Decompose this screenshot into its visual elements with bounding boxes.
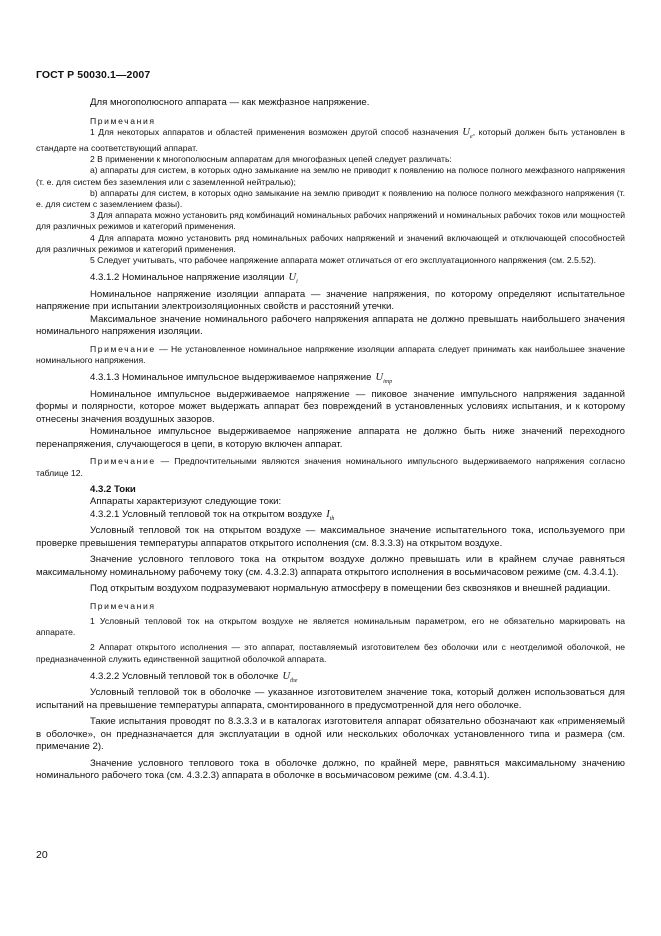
paragraph-insulation-voltage: Номинальное напряжение изоляции аппарата — значение напряжения, по которому определяют испытательное напряжение при испытании электроизоляционных свойств и расстояний утечки. [36, 288, 625, 313]
paragraph-impulse-overvoltage: Номинальное импульсное выдерживаемое напряжение аппарата не должно быть ниже значений переходного перенапряжения, случающегося в цепи, в которую включен аппарат. [36, 426, 625, 450]
paragraph-thermal-current: Условный тепловой ток на открытом воздухе — максимальное значение испытательного тока, используемого при проверке превышения температуры аппаратов открытого исполнения (см. 8.3.3.3) на открытом воздухе. [36, 525, 625, 549]
symbol-uthe: $U_{the}$ [282, 670, 298, 684]
notes-title: Примечания [90, 600, 156, 611]
note-2: 2 В применении к многополюсным аппаратам для многофазных цепей следует различать: [90, 154, 452, 165]
paragraph-max-operating-voltage: Максимальное значение номинального рабочего напряжения аппарата не должно превышать наибольшего значения номинального напряжения изоляции. [36, 313, 625, 338]
paragraph-currents-intro: Аппараты характеризуют следующие токи: [90, 496, 282, 508]
note-2a: а) аппараты для систем, в которых одно замыкание на землю не приводит к появлению на полюсе полного межфазного напряжения (т. е. для систем без заземления или с заземленной нейтралью); [36, 165, 625, 187]
heading-4-3-2: 4.3.2 Токи [90, 483, 136, 495]
note-impulse: Примечание — Предпочтительными являются значения номинального импульсного выдерживаемого напряжения согласно таблице 12. [36, 456, 625, 478]
document-body [36, 97, 625, 783]
note-2b: b) аппараты для систем, в которых одно замыкание на землю приводит к появлению на полюсе полного межфазного напряжения (т. е. для систем с заземлением фазы). [36, 187, 625, 210]
note-insulation: Примечание — Не установленное номинальное напряжение изоляции аппарата следует принимать как наибольшее значение номинального напряжения. [36, 343, 625, 366]
paragraph-open-air: Под открытым воздухом подразумевают нормальную атмосферу в помещении без сквозняков и внешней радиации. [90, 583, 611, 595]
heading-4-3-2-1: 4.3.2.1 Условный тепловой ток на открытом воздухе $I_{th}$ [90, 508, 335, 522]
note-thermal-1: 1 Условный тепловой ток на открытом воздухе не является номинальным параметром, его не обязательно маркировать на аппарате. [36, 616, 625, 638]
note-thermal-2: 2 Аппарат открытого исполнения — это аппарат, поставляемый изготовителем без оболочки или с неотделимой оболочкой, не предназначенной служить единственной защитной оболочкой аппарата. [36, 642, 625, 664]
notes-title: Примечания [90, 115, 156, 126]
note-5: 5 Следует учитывать, что рабочее напряжение аппарата может отличаться от его эксплуатационного напряжения (см. 2.5.52). [90, 255, 596, 266]
symbol-ue: $U_e$ [462, 126, 473, 140]
paragraph-multipole: Для многополюсного аппарата — как межфазное напряжение. [90, 97, 370, 108]
note-1 [36, 127, 625, 155]
note-4: 4 Для аппарата можно установить ряд номинальных рабочих напряжений и значений включающей и отключающей способностей для различных режимов и категорий применения. [36, 232, 625, 254]
heading-4-3-2-2: 4.3.2.2 Условный тепловой ток в оболочке $U_{the}$ [90, 670, 298, 684]
paragraph-enclosed-current: Условный тепловой ток в оболочке — указанное изготовителем значение тока, который должен использоваться для испытаний на превышение температуры аппарата, смонтированного в предусмотренной для него оболочке. [36, 687, 625, 711]
paragraph-thermal-current-value: Значение условного теплового тока на открытом воздухе должно превышать или в крайнем случае равняться максимальному номинальному рабочему току (см. 4.3.2.3) аппарата открытого исполнения в восьмичасовом режиме (см. 4.3.4.1). [36, 554, 625, 578]
note-3: 3 Для аппарата можно установить ряд комбинаций номинальных рабочих напряжений и номинальных рабочих токов или мощностей для различных режимов и категорий применения. [36, 210, 625, 232]
symbol-uimp: $U_{imp}$ [375, 372, 393, 386]
paragraph-enclosed-value: Значение условного теплового тока в оболочке должно, по крайней мере, равняться максимальному значению номинального рабочего тока (см. 4.3.2.3) аппарата в оболочке в восьмичасовом режиме (см. 4.3.4.1). [36, 757, 625, 782]
paragraph-enclosed-tests: Такие испытания проводят по 8.3.3.3 и в каталогах изготовителя аппарат обязательно обозначают как «применяемый в оболочке», он предназначается для эксплуатации в одной или нескольких оболочках установленного типа и размера (см. примечание 2). [36, 716, 625, 753]
note-label: Примечание [90, 343, 156, 354]
note-1-text: 1 Для некоторых аппаратов и областей применения возможен другой способ назначения [90, 126, 459, 137]
symbol-ith: $I_{th}$ [326, 508, 335, 522]
note-label: Примечание [90, 456, 156, 467]
document-code-header: ГОСТ Р 50030.1—2007 [36, 69, 151, 81]
symbol-ui: $U_i$ [288, 272, 298, 286]
page-number: 20 [36, 849, 48, 861]
heading-4-3-1-2: 4.3.1.2 Номинальное напряжение изоляции $U_i$ [90, 272, 298, 286]
heading-4-3-1-3: 4.3.1.3 Номинальное импульсное выдерживаемое напряжение $U_{imp}$ [90, 372, 393, 386]
paragraph-impulse-voltage: Номинальное импульсное выдерживаемое напряжение — пиковое значение импульсного напряжения заданной формы и полярности, которое может выдержать аппарат без повреждений в установленных условиях испытания, и к которому отнесены значения воздушных зазоров. [36, 388, 625, 425]
note-1-tail: , который должен быть установлен в стандарте на соответствующий аппарат. [36, 126, 625, 153]
